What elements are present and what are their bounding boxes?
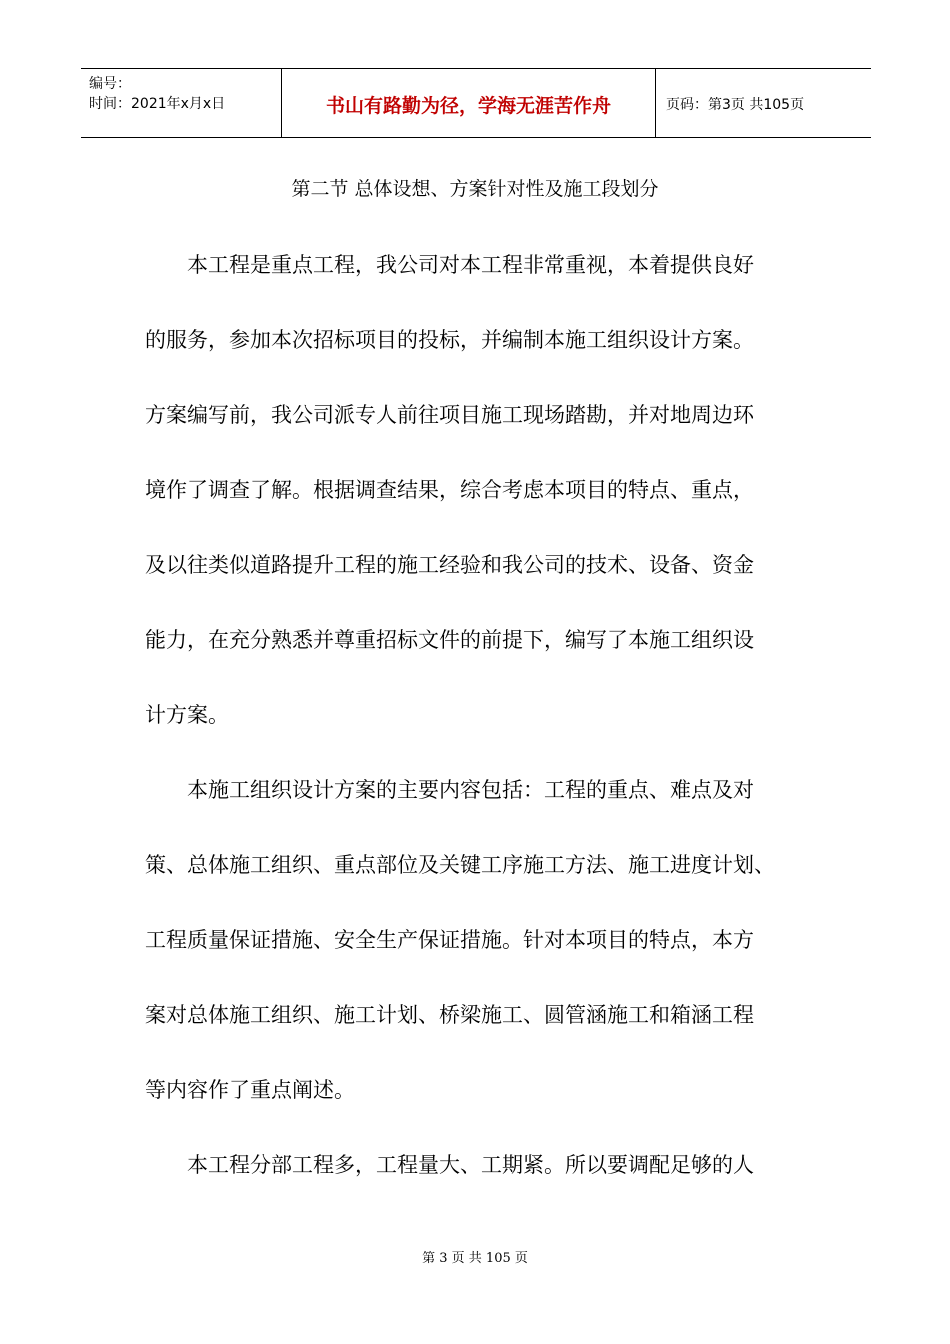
header-motto: 书山有路勤为径，学海无涯苦作舟 — [325, 95, 611, 117]
document-body — [145, 228, 845, 1203]
paragraph-line: 案对总体施工组织、施工计划、桥梁施工、圆管涵施工和箱涵工程 — [145, 1003, 754, 1027]
paragraph-line: 方案编写前，我公司派专人前往项目施工现场踏勘，并对地周边环 — [145, 403, 754, 427]
page-footer: 第 3 页 共 105 页 — [422, 1251, 528, 1266]
paragraph-line: 本工程是重点工程，我公司对本工程非常重视，本着提供良好 — [187, 253, 754, 277]
section-title: 第二节 总体设想、方案针对性及施工段划分 — [291, 178, 659, 200]
header-page-info: 页码：第3页 共105页 — [666, 97, 805, 113]
paragraph-line: 工程质量保证措施、安全生产保证措施。针对本项目的特点，本方 — [145, 928, 754, 952]
paragraph-line: 策、总体施工组织、重点部位及关键工序施工方法、施工进度计划、 — [145, 853, 775, 877]
paragraph-line: 本工程分部工程多，工程量大、工期紧。所以要调配足够的人 — [187, 1153, 754, 1177]
header-page-cell — [656, 69, 871, 137]
paragraph-line: 等内容作了重点阐述。 — [145, 1078, 355, 1102]
document-header — [81, 68, 871, 138]
document-time-label: 时间：2021年x月x日 — [89, 96, 226, 112]
paragraph-line: 计方案。 — [145, 703, 229, 727]
paragraph-line: 及以往类似道路提升工程的施工经验和我公司的技术、设备、资金 — [145, 553, 754, 577]
paragraph-line: 境作了调查了解。根据调查结果，综合考虑本项目的特点、重点， — [145, 478, 754, 502]
header-motto-cell — [282, 69, 656, 137]
paragraph-line: 的服务，参加本次招标项目的投标，并编制本施工组织设计方案。 — [145, 328, 754, 352]
paragraph-line: 本施工组织设计方案的主要内容包括：工程的重点、难点及对 — [187, 778, 754, 802]
document-number-label: 编号： — [89, 76, 131, 92]
header-meta-cell — [81, 69, 282, 137]
paragraph-line: 能力，在充分熟悉并尊重招标文件的前提下，编写了本施工组织设 — [145, 628, 754, 652]
